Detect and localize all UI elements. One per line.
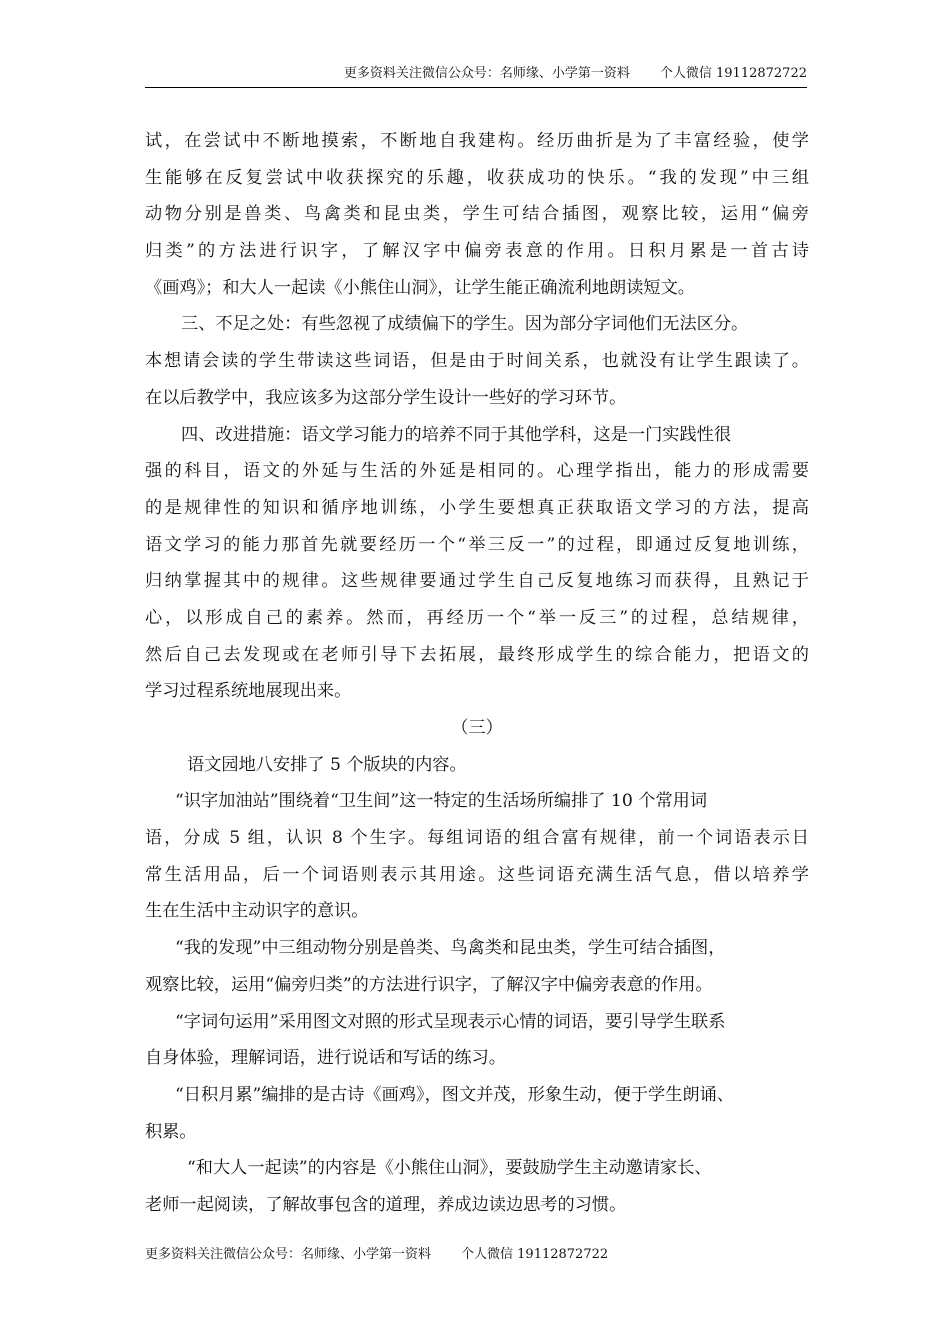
paragraph-line: 自身体验，理解词语，进行说话和写话的练习。 (145, 1048, 506, 1069)
paragraph-line: 动物分别是兽类、鸟禽类和昆虫类，学生可结合插图，观察比较，运用“偏旁 (145, 204, 809, 225)
header-source-text: 更多资料关注微信公众号：名师缘、小学第一资料 (343, 66, 630, 81)
paragraph-line-section-three: 三、不足之处：有些忽视了成绩偏下的学生。因为部分字词他们无法区分。 (181, 314, 749, 335)
paragraph-line: 常生活用品，后一个词语则表示其用途。这些词语充满生活气息，借以培养学 (145, 864, 809, 885)
paragraph-line: 语，分成 5 组，认识 8 个生字。每组词语的组合富有规律，前一个词语表示日 (145, 828, 809, 849)
document-body (145, 123, 809, 1224)
paragraph-line: 强的科目，语文的外延与生活的外延是相同的。心理学指出，能力的形成需要 (145, 461, 809, 482)
paragraph-line: 语文园地八安排了 5 个版块的内容。 (187, 754, 467, 775)
paragraph-line: “我的发现”中三组动物分别是兽类、鸟禽类和昆虫类，学生可结合插图， (175, 938, 726, 959)
paragraph-line: “字词句运用”采用图文对照的形式呈现表示心情的词语，要引导学生联系 (175, 1011, 726, 1032)
paragraph-line: 试，在尝试中不断地摸索，不断地自我建构。经历曲折是为了丰富经验，使学 (145, 131, 809, 151)
paragraph-line: 生在生活中主动识字的意识。 (145, 901, 369, 922)
paragraph-line: “和大人一起读”的内容是《小熊住山洞》，要鼓励学生主动邀请家长、 (187, 1158, 712, 1179)
paragraph-line: 观察比较，运用“偏旁归类”的方法进行识字，了解汉字中偏旁表意的作用。 (145, 974, 713, 995)
paragraph-line: 本想请会读的学生带读这些词语，但是由于时间关系，也就没有让学生跟读了。 (145, 351, 809, 372)
paragraph-line: 学习过程系统地展现出来。 (145, 681, 352, 702)
paragraph-line: 然后自己去发现或在老师引导下去拓展，最终形成学生的综合能力，把语文的 (145, 644, 809, 665)
header-rule (145, 87, 807, 88)
paragraph-line: 在以后教学中，我应该多为这部分学生设计一些好的学习环节。 (145, 387, 627, 408)
footer-source-text: 更多资料关注微信公众号：名师缘、小学第一资料 (145, 1247, 432, 1262)
section-heading: （三） (451, 718, 503, 738)
header-contact-text: 个人微信 19112872722 (659, 66, 807, 81)
paragraph-line: 的是规律性的知识和循序地训练，小学生要想真正获取语文学习的方法，提高 (145, 497, 809, 518)
paragraph-line-section-four: 四、改进措施：语文学习能力的培养不同于其他学科，这是一门实践性很 (181, 424, 732, 445)
paragraph-line: 归类”的方法进行识字，了解汉字中偏旁表意的作用。日积月累是一首古诗 (145, 241, 809, 262)
page-footer (145, 1247, 608, 1263)
paragraph-line: 老师一起阅读，了解故事包含的道理，养成边读边思考的习惯。 (145, 1194, 627, 1215)
paragraph-line: 心，以形成自己的素养。然而，再经历一个“举一反三”的过程，总结规律， (145, 607, 809, 628)
paragraph-line: 语文学习的能力那首先就要经历一个“举三反一”的过程，即通过反复地训练， (145, 534, 809, 555)
paragraph-line: 《画鸡》；和大人一起读《小熊住山洞》，让学生能正确流利地朗读短文。 (145, 277, 695, 298)
page-header (145, 66, 807, 82)
footer-contact-text: 个人微信 19112872722 (461, 1247, 609, 1262)
paragraph-line: “识字加油站”围绕着“卫生间”这一特定的生活场所编排了 10 个常用词 (175, 791, 708, 812)
paragraph-line: 归纳掌握其中的规律。这些规律要通过学生自己反复地练习而获得，且熟记于 (145, 571, 809, 592)
paragraph-line: “日积月累”编排的是古诗《画鸡》，图文并茂，形象生动，便于学生朗诵、 (175, 1084, 734, 1105)
paragraph-line: 积累。 (145, 1121, 197, 1142)
paragraph-line: 生能够在反复尝试中收获探究的乐趣，收获成功的快乐。“我的发现”中三组 (145, 167, 809, 188)
